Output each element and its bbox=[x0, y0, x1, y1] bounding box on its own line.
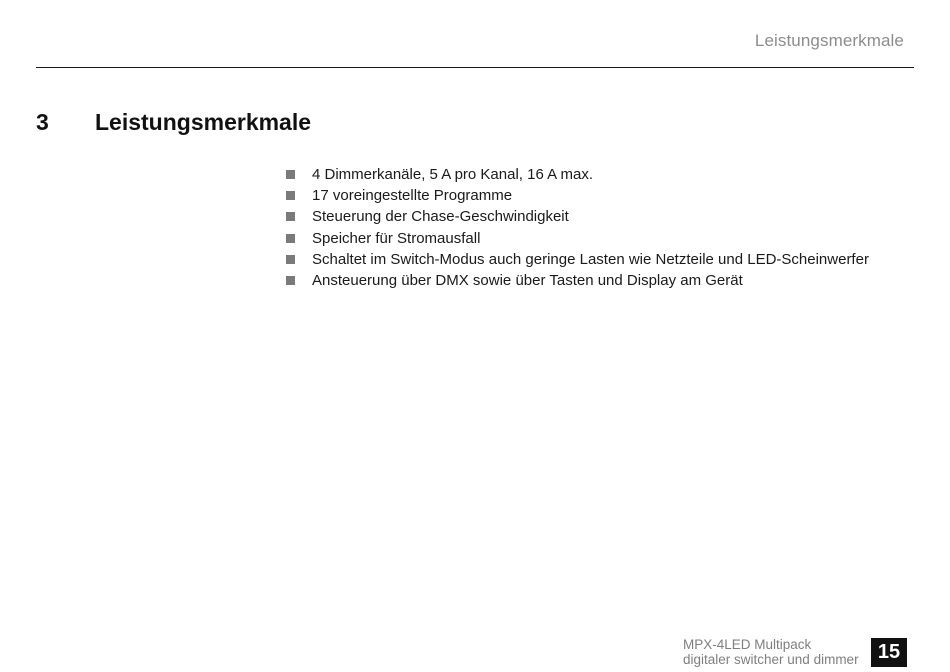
list-item-text: Schaltet im Switch-Modus auch geringe Lasten wie Netzteile und LED-Scheinwerfer bbox=[312, 250, 869, 268]
list-item bbox=[286, 206, 869, 227]
square-bullet-icon bbox=[286, 255, 295, 264]
footer-product-name: MPX-4LED Multipack bbox=[683, 637, 812, 652]
list-item-text: Ansteuerung über DMX sowie über Tasten und Display am Gerät bbox=[312, 272, 743, 290]
list-item bbox=[286, 228, 869, 249]
list-item bbox=[286, 164, 869, 185]
section-title: Leistungsmerkmale bbox=[95, 109, 312, 135]
list-item bbox=[286, 185, 869, 206]
list-item bbox=[286, 270, 869, 291]
list-item-text: 4 Dimmerkanäle, 5 A pro Kanal, 16 A max. bbox=[312, 166, 593, 184]
list-item-text: Speicher für Stromausfall bbox=[312, 229, 481, 247]
running-header: Leistungsmerkmale bbox=[754, 31, 904, 50]
feature-list bbox=[286, 164, 869, 291]
square-bullet-icon bbox=[286, 212, 295, 221]
page-number: 15 bbox=[871, 638, 907, 667]
list-item-text: 17 voreingestellte Programme bbox=[312, 187, 513, 205]
square-bullet-icon bbox=[286, 276, 295, 285]
footer-product-info bbox=[683, 637, 859, 667]
section-number: 3 bbox=[36, 109, 49, 135]
square-bullet-icon bbox=[286, 170, 295, 179]
square-bullet-icon bbox=[286, 234, 295, 243]
header-divider bbox=[36, 67, 914, 68]
section-heading bbox=[36, 109, 311, 136]
footer-product-description: digitaler switcher und dimmer bbox=[683, 652, 859, 667]
square-bullet-icon bbox=[286, 191, 295, 200]
list-item-text: Steuerung der Chase-Geschwindigkeit bbox=[312, 208, 569, 226]
list-item bbox=[286, 249, 869, 270]
